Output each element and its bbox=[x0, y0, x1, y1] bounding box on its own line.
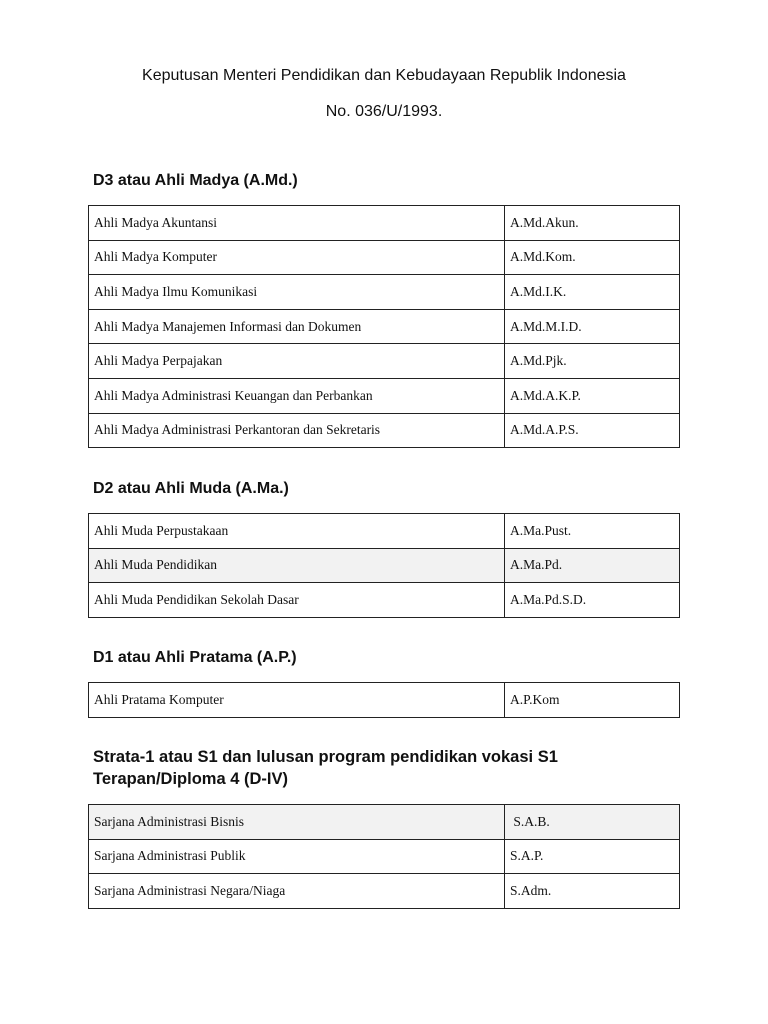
degree-abbr-cell: A.Md.Akun. bbox=[505, 206, 680, 241]
degree-name-cell: Ahli Madya Manajemen Informasi dan Dokumen bbox=[89, 309, 505, 344]
degree-name-cell: Ahli Muda Pendidikan bbox=[89, 548, 505, 583]
degree-abbr-cell: S.A.P. bbox=[505, 839, 680, 874]
section-heading-s1: Strata-1 atau S1 dan lulusan program pendidikan vokasi S1 Terapan/Diploma 4 (D-IV) bbox=[93, 748, 558, 788]
table-row bbox=[89, 240, 680, 275]
degree-table-d3 bbox=[88, 205, 680, 448]
table-row bbox=[89, 378, 680, 413]
table-row bbox=[89, 206, 680, 241]
degree-name-cell: Ahli Madya Perpajakan bbox=[89, 344, 505, 379]
degree-name-cell: Sarjana Administrasi Negara/Niaga bbox=[89, 874, 505, 909]
table-row bbox=[89, 548, 680, 583]
degree-abbr-cell: A.Md.A.P.S. bbox=[505, 413, 680, 448]
section-heading-d3: D3 atau Ahli Madya (A.Md.) bbox=[93, 172, 298, 189]
table-row bbox=[89, 683, 680, 718]
degree-table-d2 bbox=[88, 513, 680, 618]
table-row bbox=[89, 583, 680, 618]
degree-abbr-cell: A.Md.A.K.P. bbox=[505, 378, 680, 413]
degree-name-cell: Ahli Pratama Komputer bbox=[89, 683, 505, 718]
degree-abbr-cell: A.Ma.Pust. bbox=[505, 514, 680, 549]
degree-name-cell: Ahli Madya Ilmu Komunikasi bbox=[89, 275, 505, 310]
degree-table-s1 bbox=[88, 804, 680, 909]
section-heading-d2: D2 atau Ahli Muda (A.Ma.) bbox=[93, 480, 289, 497]
degree-abbr-cell: A.Ma.Pd.S.D. bbox=[505, 583, 680, 618]
table-row bbox=[89, 514, 680, 549]
table-row bbox=[89, 413, 680, 448]
table-row bbox=[89, 275, 680, 310]
degree-abbr-cell: A.Md.Kom. bbox=[505, 240, 680, 275]
table-row bbox=[89, 309, 680, 344]
degree-abbr-cell: S.Adm. bbox=[505, 874, 680, 909]
decree-number: No. 036/U/1993. bbox=[325, 103, 443, 120]
degree-table-d1 bbox=[88, 682, 680, 718]
degree-abbr-cell: A.Md.I.K. bbox=[505, 275, 680, 310]
degree-name-cell: Sarjana Administrasi Bisnis bbox=[89, 805, 505, 840]
degree-name-cell: Ahli Muda Perpustakaan bbox=[89, 514, 505, 549]
degree-abbr-cell: A.Ma.Pd. bbox=[505, 548, 680, 583]
degree-name-cell: Ahli Madya Komputer bbox=[89, 240, 505, 275]
document-title: Keputusan Menteri Pendidikan dan Kebudayaan Republik Indonesia bbox=[142, 67, 626, 84]
degree-name-cell: Ahli Muda Pendidikan Sekolah Dasar bbox=[89, 583, 505, 618]
degree-name-cell: Sarjana Administrasi Publik bbox=[89, 839, 505, 874]
degree-name-cell: Ahli Madya Administrasi Perkantoran dan Sekretaris bbox=[89, 413, 505, 448]
degree-abbr-cell: A.P.Kom bbox=[505, 683, 680, 718]
degree-abbr-cell: S.A.B. bbox=[505, 805, 680, 840]
degree-abbr-cell: A.Md.Pjk. bbox=[505, 344, 680, 379]
table-row bbox=[89, 344, 680, 379]
section-heading-d1: D1 atau Ahli Pratama (A.P.) bbox=[93, 649, 297, 666]
table-row bbox=[89, 839, 680, 874]
table-row bbox=[89, 805, 680, 840]
degree-name-cell: Ahli Madya Akuntansi bbox=[89, 206, 505, 241]
degree-abbr-cell: A.Md.M.I.D. bbox=[505, 309, 680, 344]
degree-name-cell: Ahli Madya Administrasi Keuangan dan Perbankan bbox=[89, 378, 505, 413]
table-row bbox=[89, 874, 680, 909]
